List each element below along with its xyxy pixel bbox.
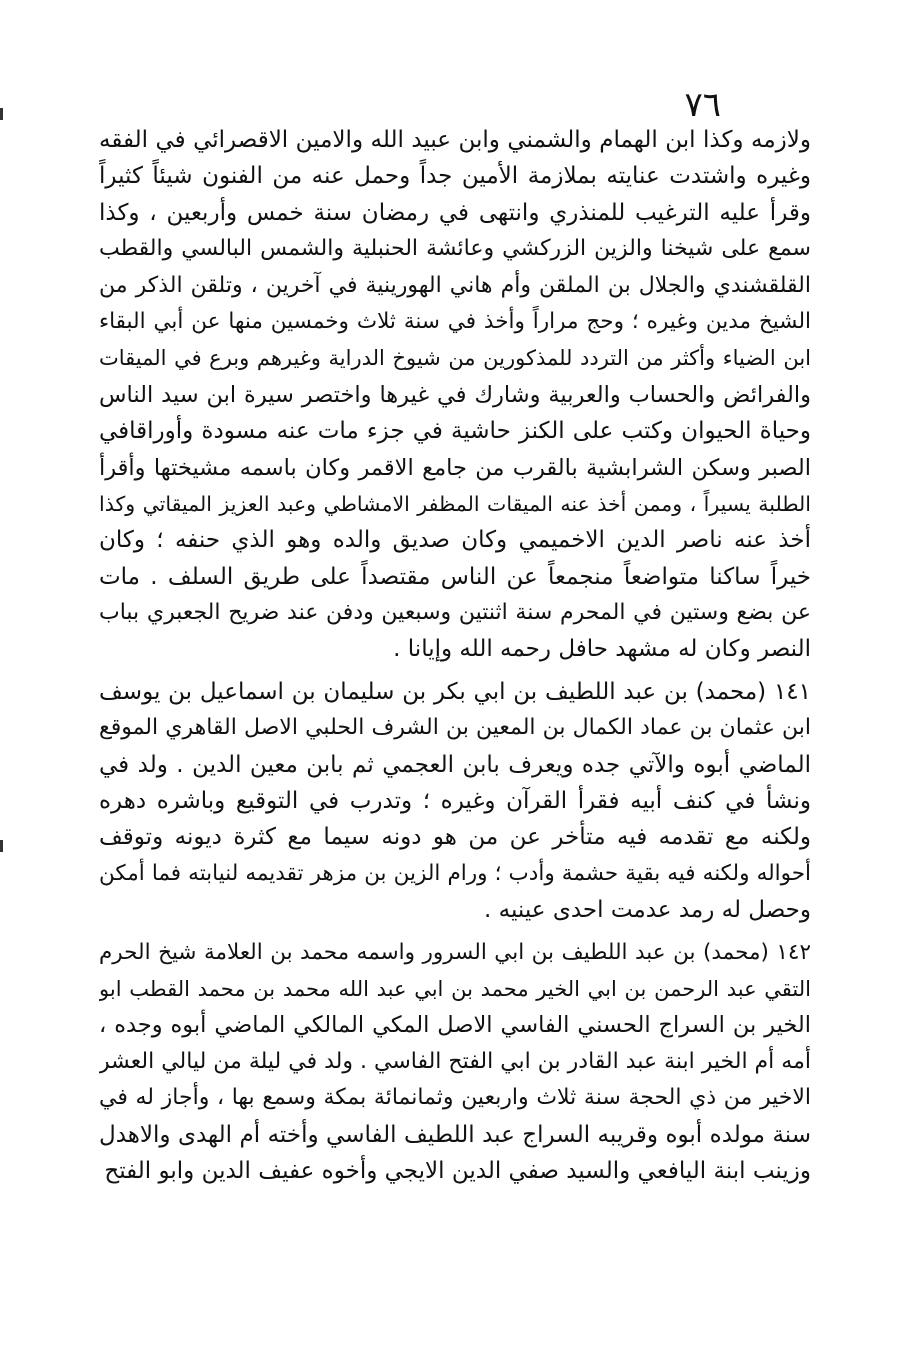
text-line: ابن عثمان بن عماد الكمال بن المعين بن الشرف الحلبي الاصل القاهري الموقع (99, 715, 811, 741)
text-line: وغيره واشتدت عنايته بملازمة الأمين جداً وحمل عنه من الفنون شيئاً كثيراً (99, 163, 811, 190)
text-line: أخذ عنه ناصر الدين الاخميمي وكان صديق والده وهو الذي حنفه ؛ وكان (99, 527, 811, 554)
text-line: سنة مولده أبوه وقريبه السراج عبد اللطيف الفاسي وأخته أم الهدى والاهدل (99, 1121, 811, 1148)
text-line: الصبر وسكن الشرابشية بالقرب من جامع الاقمر وكان باسمه مشيختها وأقرأ (99, 454, 811, 481)
margin-mark (0, 840, 3, 852)
text-line: وحصل له رمد عدمت احدى عينيه . (484, 897, 811, 924)
text-line: الخير بن السراج الحسني الفاسي الاصل المكي المالكي الماضي أبوه وجده ، (99, 1012, 811, 1039)
text-line: الطلبة يسيراً ، وممن أخذ عنه الميقات المظفر الامشاطي وعبد العزيز الميقاتي وكذا (99, 491, 811, 516)
text-line: التقي عبد الرحمن بن ابي الخير محمد بن ابي عبد الله محمد بن محمد القطب ابو (99, 976, 811, 1001)
text-line: ١٤١ (محمد) بن عبد اللطيف بن ابي بكر بن سليمان بن اسماعيل بن يوسف (99, 678, 811, 705)
page-number: ٧٦ (684, 85, 721, 125)
text-line: وقرأ عليه الترغيب للمنذري وانتهى في رمضان سنة خمس وأربعين ، وكذا (99, 199, 811, 226)
text-line: الماضي أبوه والآتي جده ويعرف بابن العجمي ثم بابن معين الدين . ولد في (99, 751, 811, 778)
text-line: النصر وكان له مشهد حافل رحمه الله وإيانا . (393, 636, 811, 663)
text-line: وحياة الحيوان وكتب على الكنز حاشية في جزء مات عنه مسودة وأوراقافي (99, 418, 811, 445)
text-line: سمع على شيخنا والزين الزركشي وعائشة الحنبلية والشمس البالسي والقطب (99, 236, 811, 262)
text-line: وزينب ابنة اليافعي والسيد صفي الدين الايجي وأخوه عفيف الدين وابو الفتح (104, 1157, 811, 1184)
text-body (99, 122, 811, 1189)
text-line: ١٤٢ (محمد) بن عبد اللطيف بن ابي السرور واسمه محمد بن العلامة شيخ الحرم (99, 939, 811, 965)
text-line: ولازمه وكذا ابن الهمام والشمني وابن عبيد الله والامين الاقصرائي في الفقه (99, 127, 811, 153)
text-line: ولكنه مع تقدمه فيه متأخر عن من هو دونه سيما مع كثرة ديونه وتوقف (99, 824, 811, 851)
text-line: خيراً ساكنا متواضعاً منجمعاً عن الناس مقتصداً على طريق السلف . مات (99, 563, 811, 590)
text-line: ابن الضياء وأكثر من التردد للمذكورين من شيوخ الدراية وغيرهم وبرع في الميقات (99, 346, 811, 371)
text-line: القلقشندي والجلال بن الملقن وأم هاني الهورينية في آخرين ، وتلقن الذكر من (99, 272, 811, 298)
text-line: والفرائض والحساب والعربية وشارك في غيرها واختصر سيرة ابن سيد الناس (99, 381, 811, 408)
text-line: عن بضع وستين في المحرم سنة اثنتين وسبعين ودفن عند ضريح الجعبري بباب (99, 600, 811, 626)
text-line: الشيخ مدين وغيره ؛ وحج مراراً وأخذ في سنة ثلاث وخمسين منها عن أبي البقاء (99, 308, 811, 334)
text-line: ونشأ في كنف أبيه فقرأ القرآن وغيره ؛ وتدرب في التوقيع وباشره دهره (99, 788, 811, 815)
margin-mark (0, 108, 3, 120)
text-line: أحواله ولكنه فيه بقية حشمة وأدب ؛ ورام الزين بن مزهر تقديمه لنيابته فما أمكن (99, 860, 811, 886)
text-line: أمه أم الخير ابنة عبد القادر بن ابي الفتح الفاسي . ولد في ليلة من ليالي العشر (99, 1048, 811, 1074)
text-line: الاخير من ذي الحجة سنة ثلاث واربعين وثمانمائة بمكة وسمع بها ، وأجاز له في (99, 1085, 811, 1111)
